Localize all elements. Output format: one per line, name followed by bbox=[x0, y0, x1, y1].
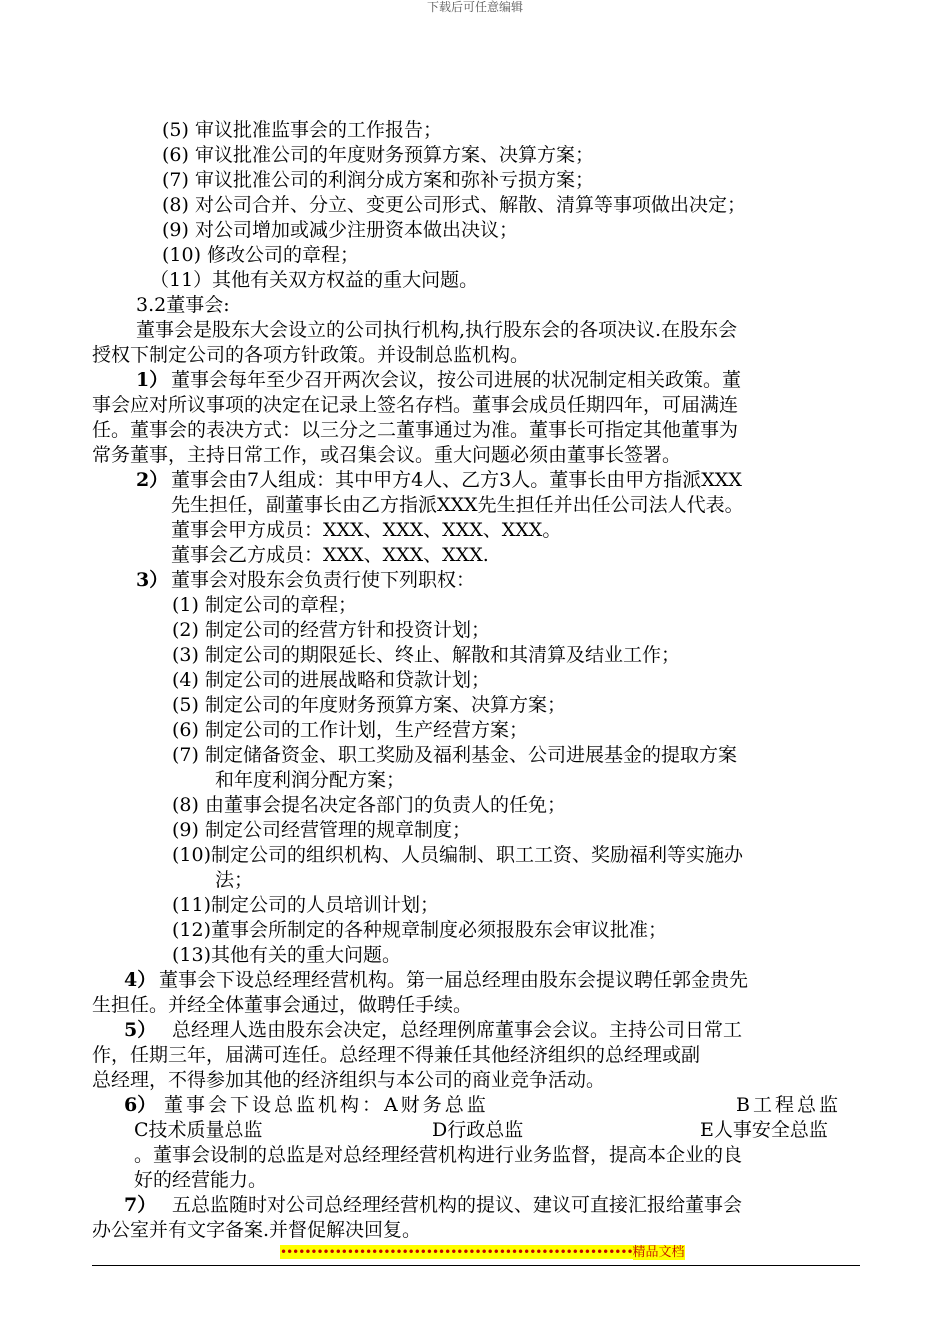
list-item: (3) 制定公司的期限延长、终止、解散和其清算及结业工作； bbox=[172, 644, 680, 666]
paragraph-line: E人事安全总监 bbox=[700, 1119, 828, 1141]
paragraph-line: 。董事会设制的总监是对总经理经营机构进行业务监督，提高本企业的良 bbox=[134, 1144, 743, 1166]
list-item: (7) 制定储备资金、职工奖励及福利基金、公司进展基金的提取方案 bbox=[172, 744, 737, 766]
list-item: (10) 修改公司的章程； bbox=[162, 244, 360, 266]
paragraph-number: 1） bbox=[136, 369, 169, 391]
paragraph-line: 事会应对所议事项的决定在记录上签名存档。董事会成员任期四年，可届满连 bbox=[92, 394, 739, 416]
list-item: (6) 审议批准公司的年度财务预算方案、决算方案； bbox=[162, 144, 594, 166]
paragraph-line: 任。董事会的表决方式：以三分之二董事通过为准。董事长可指定其他董事为 bbox=[92, 419, 739, 441]
paragraph-line: 先生担任，副董事长由乙方指派XXX先生担任并出任公司法人代表。 bbox=[171, 494, 744, 516]
paragraph-line: 董事会是股东大会设立的公司执行机构,执行股东会的各项决议.在股东会 bbox=[136, 319, 738, 341]
paragraph-line: B工程总监 bbox=[736, 1094, 841, 1116]
footer-rule bbox=[92, 1265, 860, 1266]
footer-dots: •••••••••••••••••••••••••••••••••••••••••••••••••••••••••• bbox=[280, 1245, 633, 1259]
paragraph-line: 董事会每年至少召开两次会议，按公司进展的状况制定相关政策。董 bbox=[171, 369, 742, 391]
paragraph-line: 董事会由7人组成：其中甲方4人、乙方3人。董事长由甲方指派XXX bbox=[171, 469, 742, 491]
paragraph-line: 生担任。并经全体董事会通过，做聘任手续。 bbox=[92, 994, 473, 1016]
paragraph-number: 7） bbox=[124, 1194, 157, 1216]
list-item: (7) 审议批准公司的利润分成方案和弥补亏损方案； bbox=[162, 169, 594, 191]
paragraph-line: 作，任期三年，届满可连任。总经理不得兼任其他经济组织的总经理或副 bbox=[92, 1044, 701, 1066]
list-item: (9) 制定公司经营管理的规章制度； bbox=[172, 819, 471, 841]
list-item: (10)制定公司的组织机构、人员编制、职工工资、奖励福利等实施办 bbox=[172, 844, 744, 866]
paragraph-number: 2） bbox=[136, 469, 169, 491]
list-item: (9) 对公司增加或减少注册资本做出决议； bbox=[162, 219, 518, 241]
paragraph-number: 5） bbox=[124, 1019, 157, 1041]
list-item: 法； bbox=[215, 869, 254, 891]
footer-label: 精品文档 bbox=[632, 1245, 685, 1260]
list-item: (6) 制定公司的工作计划，生产经营方案； bbox=[172, 719, 528, 741]
list-item: (5) 审议批准监事会的工作报告； bbox=[162, 119, 442, 141]
paragraph-line: 好的经营能力。 bbox=[134, 1169, 268, 1191]
list-item: (8) 对公司合并、分立、变更公司形式、解散、清算等事项做出决定； bbox=[162, 194, 746, 216]
paragraph-line: 总经理，不得参加其他的经济组织与本公司的商业竞争活动。 bbox=[92, 1069, 606, 1091]
list-item: (5) 制定公司的年度财务预算方案、决算方案； bbox=[172, 694, 566, 716]
list-item: (8) 由董事会提名决定各部门的负责人的任免； bbox=[172, 794, 566, 816]
paragraph-number: 6） bbox=[124, 1094, 157, 1116]
section-heading: 3.2董事会: bbox=[136, 294, 230, 316]
list-item: (2) 制定公司的经营方针和投资计划； bbox=[172, 619, 490, 641]
paragraph-line: D行政总监 bbox=[432, 1119, 524, 1141]
paragraph-line: 董事会下设总监机构：A财务总监 bbox=[164, 1094, 489, 1116]
list-item: (1) 制定公司的章程； bbox=[172, 594, 357, 616]
page-header: 下载后可任意编辑 bbox=[426, 0, 523, 14]
list-item: (12)董事会所制定的各种规章制度必须报股东会审议批准； bbox=[172, 919, 668, 941]
paragraph-line: 董事会对股东会负责行使下列职权： bbox=[171, 569, 476, 591]
list-item: (13)其他有关的重大问题。 bbox=[172, 944, 402, 966]
paragraph-line: 常务董事，主持日常工作，或召集会议。重大问题必须由董事长签署。 bbox=[92, 444, 682, 466]
paragraph-line: 董事会乙方成员：XXX、XXX、XXX. bbox=[171, 544, 489, 566]
paragraph-line: 五总监随时对公司总经理经营机构的提议、建议可直接汇报给董事会 bbox=[172, 1194, 743, 1216]
list-item: （11）其他有关双方权益的重大问题。 bbox=[150, 269, 479, 291]
list-item: 和年度利润分配方案； bbox=[215, 769, 406, 791]
paragraph-number: 3） bbox=[136, 569, 169, 591]
paragraph-line: C技术质量总监 bbox=[134, 1119, 263, 1141]
paragraph-line: 办公室并有文字备案.并督促解决回复。 bbox=[92, 1219, 422, 1241]
list-item: (11)制定公司的人员培训计划； bbox=[172, 894, 440, 916]
paragraph-line: 董事会下设总经理经营机构。第一届总经理由股东会提议聘任郭金贵先 bbox=[159, 969, 749, 991]
paragraph-line: 授权下制定公司的各项方针政策。并设制总监机构。 bbox=[92, 344, 530, 366]
footer-mark bbox=[280, 1244, 685, 1260]
paragraph-number: 4） bbox=[124, 969, 157, 991]
paragraph-line: 总经理人选由股东会决定，总经理例席董事会会议。主持公司日常工 bbox=[172, 1019, 743, 1041]
paragraph-line: 董事会甲方成员：XXX、XXX、XXX、XXX。 bbox=[171, 519, 562, 541]
list-item: (4) 制定公司的进展战略和贷款计划； bbox=[172, 669, 490, 691]
